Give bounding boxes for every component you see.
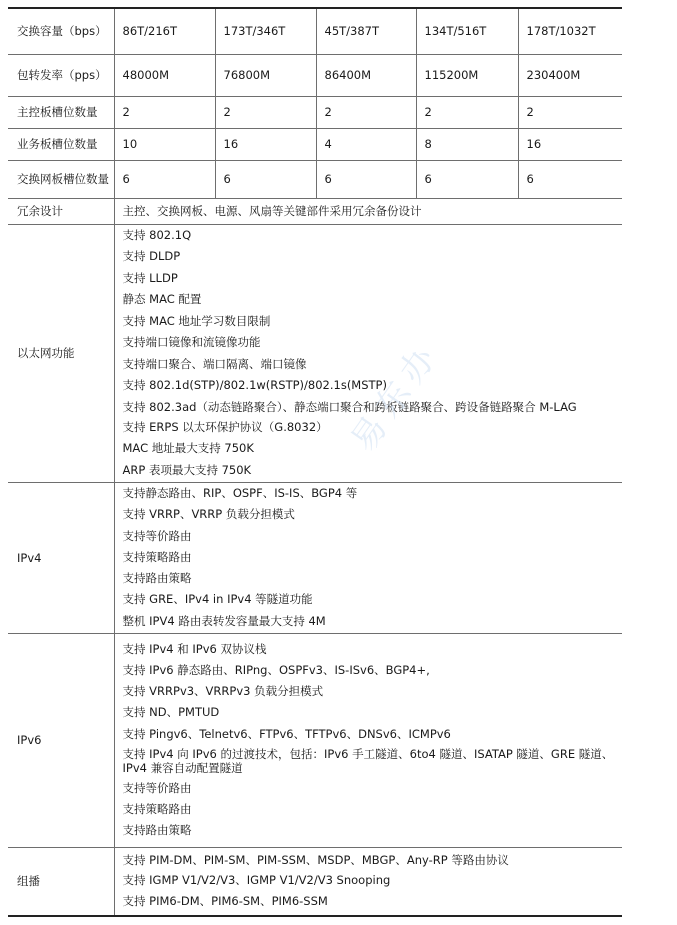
row-label: IPv6 <box>8 633 114 847</box>
row-label: 包转发率（pps） <box>8 54 114 96</box>
row-ipv6 <box>8 633 622 847</box>
feature-item: 支持 802.1Q <box>122 227 192 242</box>
value-cell: 2 <box>215 96 316 128</box>
row-mpu-slots <box>8 96 622 128</box>
feature-list-items <box>123 639 623 841</box>
feature-item: 支持 Pingv6、Telnetv6、FTPv6、TFTPv6、DNSv6、ICMPv6 <box>122 726 451 741</box>
feature-item: 支持 PIM-DM、PIM-SM、PIM-SSM、MSDP、MBGP、Any-RP 等路由协议 <box>122 852 509 867</box>
feature-list <box>114 633 622 847</box>
value-cell: 86T/216T <box>114 8 215 54</box>
feature-item: 支持 DLDP <box>122 249 181 264</box>
value-cell: 6 <box>316 160 416 198</box>
feature-item: 支持路由策略 <box>122 823 192 837</box>
value-cell: 4 <box>316 128 416 160</box>
feature-item: 支持 IGMP V1/V2/V3、IGMP V1/V2/V3 Snooping <box>122 872 391 887</box>
feature-item: 支持 IPv4 和 IPv6 双协议栈 <box>122 641 267 656</box>
row-ipv4 <box>8 482 622 633</box>
value-cell: 6 <box>114 160 215 198</box>
value-cell: 6 <box>215 160 316 198</box>
value-cell: 86400M <box>316 54 416 96</box>
row-label: 交换网板槽位数量 <box>8 160 114 198</box>
feature-item: 整机 IPV4 路由表转发容量最大支持 4M <box>122 613 326 628</box>
feature-item: 支持 IPv4 向 IPv6 的过渡技术，包括：IPv6 手工隧道、6to4 隧道、ISATAP 隧道、GRE 隧道、IPv4 兼容自动配置隧道 <box>122 746 614 775</box>
row-multicast <box>8 847 622 916</box>
value-cell: 6 <box>416 160 518 198</box>
spec-table <box>8 7 622 917</box>
feature-list <box>114 847 622 916</box>
row-ethernet <box>8 224 622 482</box>
feature-list-items <box>123 850 623 913</box>
feature-item: 支持策略路由 <box>122 549 192 564</box>
feature-list-items <box>123 225 623 482</box>
feature-item: 支持 802.3ad（动态链路聚合）、静态端口聚合和跨板链路聚合、跨设备链路聚合 M-LAG <box>122 399 577 414</box>
feature-list <box>114 224 622 482</box>
feature-item: 支持 MAC 地址学习数目限制 <box>122 313 271 328</box>
row-label: 以太网功能 <box>8 224 114 482</box>
feature-item: 支持等价路由 <box>122 780 192 795</box>
value-cell: 115200M <box>416 54 518 96</box>
feature-item: 支持路由策略 <box>122 571 192 586</box>
row-forwarding-rate <box>8 54 622 96</box>
feature-item: 支持 VRRP、VRRP 负载分担模式 <box>122 507 295 522</box>
feature-item: 支持端口镜像和流镜像功能 <box>122 335 261 350</box>
value-cell: 178T/1032T <box>518 8 622 54</box>
value-cell: 173T/346T <box>215 8 316 54</box>
feature-item: ARP 表项最大支持 750K <box>122 462 252 477</box>
feature-item: 支持端口聚合、端口隔离、端口镜像 <box>122 356 307 371</box>
row-sfu-slots <box>8 160 622 198</box>
value-cell: 76800M <box>215 54 316 96</box>
feature-item: MAC 地址最大支持 750K <box>122 441 254 456</box>
feature-item: 支持等价路由 <box>122 528 192 543</box>
value-cell: 48000M <box>114 54 215 96</box>
feature-item: 支持 802.1d(STP)/802.1w(RSTP)/802.1s(MSTP) <box>122 378 387 393</box>
row-label: 组播 <box>8 847 114 916</box>
value-cell: 2 <box>416 96 518 128</box>
feature-item: 支持 PIM6-DM、PIM6-SM、PIM6-SSM <box>122 894 328 909</box>
value-cell: 16 <box>215 128 316 160</box>
redundancy-text: 主控、交换网板、电源、风扇等关键部件采用冗余备份设计 <box>114 198 622 224</box>
value-cell: 6 <box>518 160 622 198</box>
feature-item: 支持 IPv6 静态路由、RIPng、OSPFv3、IS-ISv6、BGP4+, <box>122 662 430 677</box>
row-label: IPv4 <box>8 482 114 633</box>
row-label: 主控板槽位数量 <box>8 96 114 128</box>
value-cell: 230400M <box>518 54 622 96</box>
row-lpu-slots <box>8 128 622 160</box>
value-cell: 2 <box>316 96 416 128</box>
row-label: 交换容量（bps） <box>8 8 114 54</box>
value-cell: 2 <box>114 96 215 128</box>
value-cell: 2 <box>518 96 622 128</box>
row-label: 冗余设计 <box>8 198 114 224</box>
value-cell: 45T/387T <box>316 8 416 54</box>
feature-item: 支持 LLDP <box>122 270 178 285</box>
feature-list-items <box>123 483 623 632</box>
feature-item: 支持 VRRPv3、VRRPv3 负载分担模式 <box>122 684 324 699</box>
row-label: 业务板槽位数量 <box>8 128 114 160</box>
value-cell: 8 <box>416 128 518 160</box>
feature-item: 支持 ND、PMTUD <box>122 705 220 720</box>
row-switching-capacity <box>8 8 622 54</box>
feature-item: 支持 ERPS 以太环保护协议（G.8032） <box>122 419 328 434</box>
row-redundancy <box>8 198 622 224</box>
feature-item: 支持静态路由、RIP、OSPF、IS-IS、BGP4 等 <box>122 485 358 500</box>
watermark: 易东办 <box>343 333 449 460</box>
value-cell: 10 <box>114 128 215 160</box>
feature-item: 支持 GRE、IPv4 in IPv4 等隧道功能 <box>122 592 313 607</box>
feature-list <box>114 482 622 633</box>
value-cell: 134T/516T <box>416 8 518 54</box>
value-cell: 16 <box>518 128 622 160</box>
feature-item: 支持策略路由 <box>122 801 192 816</box>
feature-item: 静态 MAC 配置 <box>122 292 202 307</box>
